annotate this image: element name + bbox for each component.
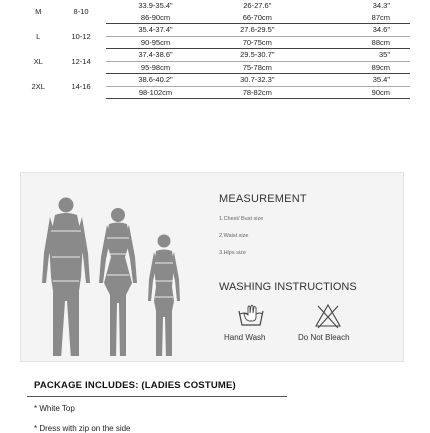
bust-inch-cell: 38.6-40.2" bbox=[106, 74, 206, 87]
table-row bbox=[20, 0, 410, 12]
waist-inch-cell: 30.7-32.3" bbox=[205, 74, 309, 87]
hips-inch-cell: 35" bbox=[309, 49, 410, 62]
age-cell: 8-10 bbox=[73, 7, 89, 17]
size-cell: M bbox=[35, 7, 42, 17]
waist-inch-cell: 26-27.6" bbox=[243, 1, 272, 11]
measurement-item: 2.Waist size bbox=[219, 233, 249, 239]
table-row bbox=[20, 74, 410, 87]
body-figures-illustration bbox=[33, 191, 198, 356]
do-not-bleach-icon bbox=[313, 303, 343, 329]
bust-cm-cell: 86-90cm bbox=[106, 12, 206, 24]
table-row bbox=[20, 49, 410, 62]
bust-inch-cell: 37.4-38.6" bbox=[106, 49, 206, 62]
age-cell: 12-14 bbox=[71, 56, 91, 66]
bust-cm-cell: 98-102cm bbox=[106, 86, 206, 99]
waist-inch-cell: 29.5-30.7" bbox=[205, 49, 309, 62]
divider bbox=[27, 396, 287, 397]
hips-cm-cell: 88cm bbox=[309, 36, 410, 49]
measurement-item: 1.Chest/ Bust size bbox=[219, 216, 264, 222]
hips-cm-cell: 90cm bbox=[309, 86, 410, 99]
package-includes-title: PACKAGE INCLUDES: (LADIES COSTUME) bbox=[34, 380, 236, 391]
bust-cm-cell: 95-98cm bbox=[106, 61, 206, 74]
measurement-title: MEASUREMENT bbox=[219, 193, 307, 205]
woman-figure bbox=[99, 208, 137, 356]
child-figure bbox=[148, 235, 180, 357]
hand-wash-label: Hand Wash bbox=[224, 333, 266, 342]
size-cell: 2XL bbox=[31, 81, 45, 91]
do-not-bleach-label: Do Not Bleach bbox=[298, 333, 350, 342]
table-row bbox=[20, 24, 410, 37]
hips-inch-cell: 34.3" bbox=[372, 1, 390, 11]
bust-inch-cell: 33.9-35.4" bbox=[138, 1, 173, 11]
waist-cm-cell: 66-70cm bbox=[205, 12, 309, 24]
waist-cm-cell: 70-75cm bbox=[205, 36, 309, 49]
waist-inch-cell: 27.6-29.5" bbox=[205, 24, 309, 37]
bust-inch-cell: 35.4-37.4" bbox=[106, 24, 206, 37]
age-cell: 14-16 bbox=[71, 81, 91, 91]
hand-wash-icon bbox=[236, 303, 266, 329]
waist-cm-cell: 78-82cm bbox=[205, 86, 309, 99]
size-cell: XL bbox=[33, 56, 43, 66]
list-item: * Dress with zip on the side bbox=[34, 424, 131, 433]
washing-title: WASHING INSTRUCTIONS bbox=[219, 281, 357, 293]
hips-inch-cell: 34.6" bbox=[309, 24, 410, 37]
size-cell: L bbox=[36, 31, 41, 41]
hips-cm-cell: 89cm bbox=[309, 61, 410, 74]
man-figure bbox=[42, 198, 90, 357]
measurement-item: 3.Hips size bbox=[219, 250, 246, 256]
list-item: * White Top bbox=[34, 404, 75, 413]
measurement-card bbox=[20, 172, 404, 362]
bust-cm-cell: 90-95cm bbox=[106, 36, 206, 49]
hips-inch-cell: 35.4" bbox=[309, 74, 410, 87]
size-chart-table bbox=[20, 0, 410, 99]
age-cell: 10-12 bbox=[71, 31, 91, 41]
waist-cm-cell: 75-78cm bbox=[205, 61, 309, 74]
hips-cm-cell: 87cm bbox=[309, 12, 410, 24]
